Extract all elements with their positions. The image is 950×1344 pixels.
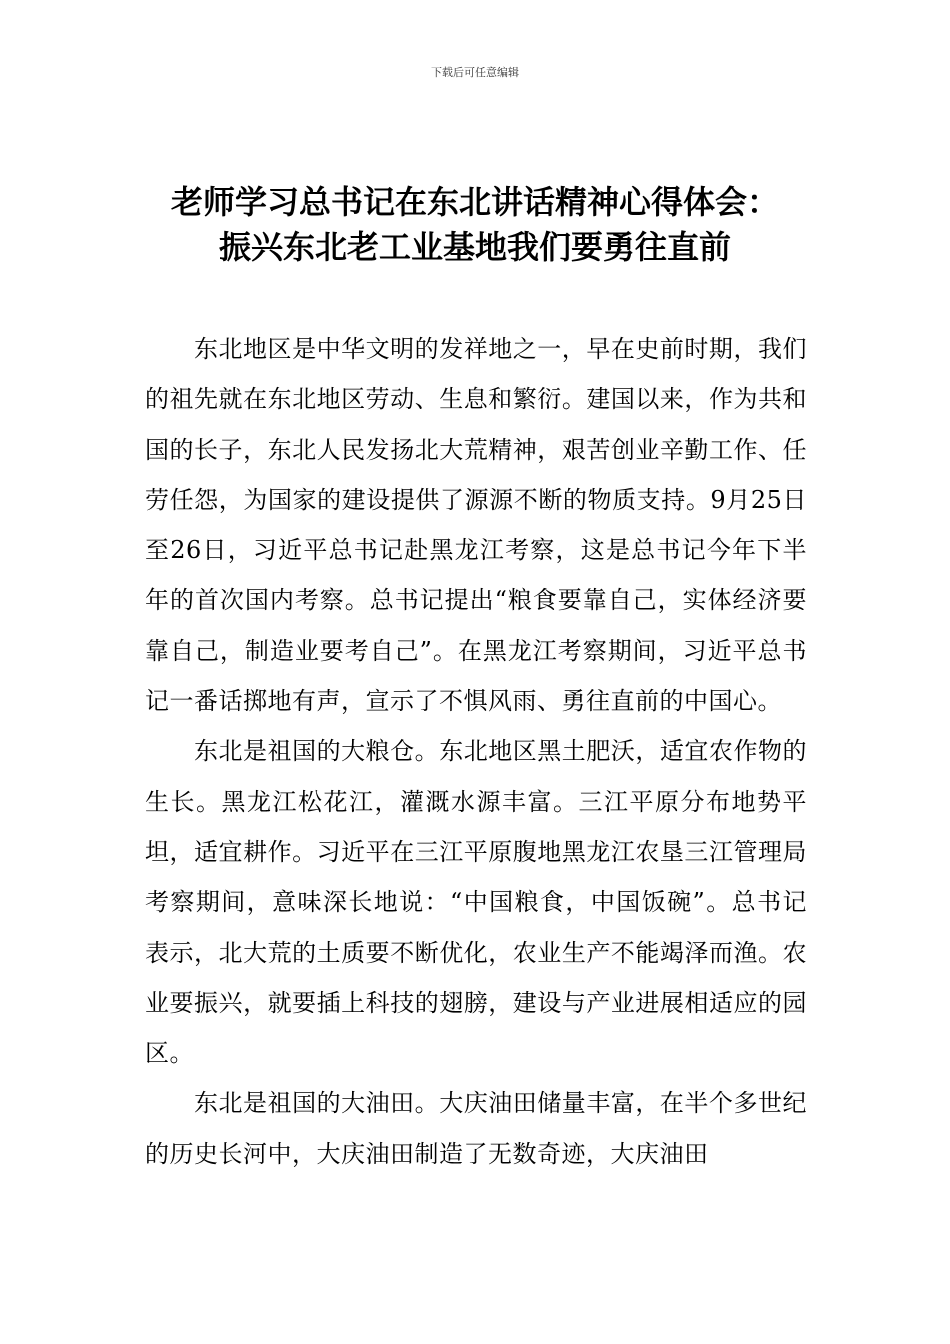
document-body	[145, 324, 807, 1179]
paragraph-3: 东北是祖国的大油田。大庆油田储量丰富，在半个多世纪的历史长河中，大庆油田制造了无数奇迹，大庆油田	[145, 1089, 807, 1168]
title-line-1: 老师学习总书记在东北讲话精神心得体会：	[170, 183, 779, 221]
page-header-note: 下载后可任意编辑	[431, 66, 519, 79]
paragraph-1: 东北地区是中华文明的发祥地之一，早在史前时期，我们的祖先就在东北地区劳动、生息和繁衍。建国以来，作为共和国的长子，东北人民发扬北大荒精神，艰苦创业辛勤工作、任劳任怨，为国家的建设提供了源源不断的物质支持。9月25日至26日，习近平总书记赴黑龙江考察，这是总书记今年下半年的首次国内考察。总书记提出“粮食要靠自己，实体经济要靠自己，制造业要考自己”。在黑龙江考察期间，习近平总书记一番话掷地有声，宣示了不惧风雨、勇往直前的中国心。	[145, 335, 807, 716]
document-title	[110, 180, 840, 270]
paragraph-2: 东北是祖国的大粮仓。东北地区黑土肥沃，适宜农作物的生长。黑龙江松花江，灌溉水源丰富。三江平原分布地势平坦，适宜耕作。习近平在三江平原腹地黑龙江农垦三江管理局考察期间，意味深长地说：“中国粮食，中国饭碗”。总书记表示，北大荒的土质要不断优化，农业生产不能竭泽而渔。农业要振兴，就要插上科技的翅膀，建设与产业进展相适应的园区。	[145, 737, 807, 1068]
title-line-2: 振兴东北老工业基地我们要勇往直前	[218, 228, 731, 266]
